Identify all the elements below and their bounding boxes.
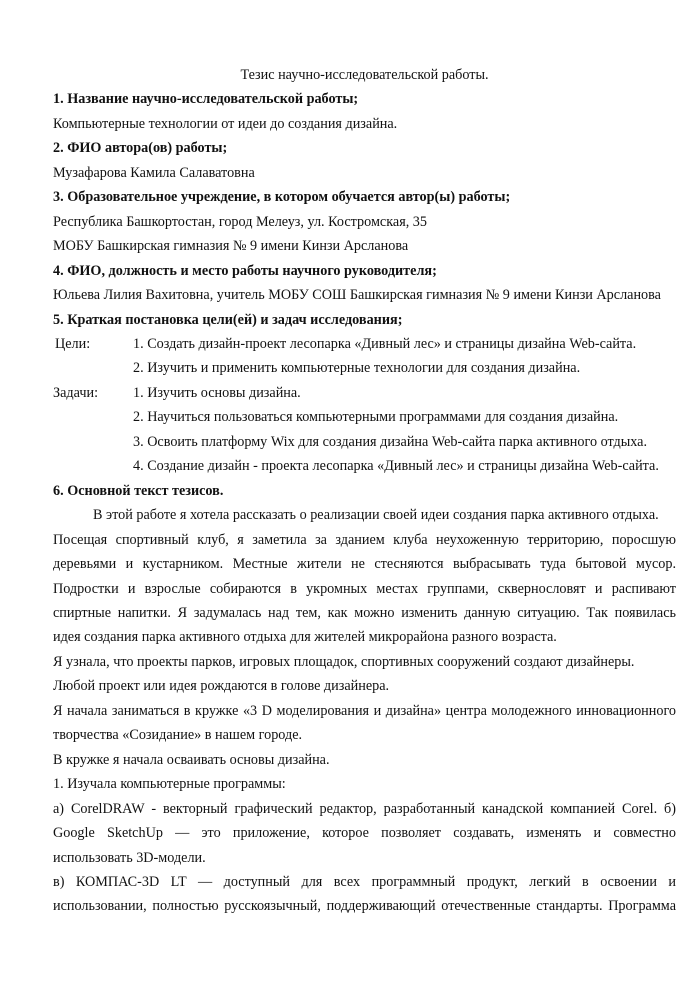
body-line: идея создания парка активного отдыха для жителей микрорайона разного возраста.: [53, 629, 557, 646]
body-line: В этой работе я хотела рассказать о реализации своей идеи создания парка активного отдыха.: [93, 507, 659, 524]
goal-item: [53, 332, 676, 356]
task-text: 2. Научиться пользоваться компьютерными программами для создания дизайна.: [133, 409, 619, 426]
goal-text: 2. Изучить и применить компьютерные технологии для создания дизайна.: [133, 360, 581, 377]
goal-text: 1. Создать дизайн-проект лесопарка «Дивный лес» и страницы дизайна Web-сайта.: [133, 335, 637, 352]
body-line: деревьями и кустарником. Местные жители не стесняются выбрасывать туда бытовой мусор.: [53, 556, 676, 573]
body-line: спиртные напитки. Я задумалась над тем, как можно изменить данную ситуацию. Так появилась: [53, 604, 676, 621]
document-title: Тезис научно-исследовательской работы.: [240, 67, 489, 83]
body-line: а) CorelDRAW - векторный графический редактор, разработанный канадской компанией Corel. б): [53, 800, 676, 817]
body-line: В кружке я начала осваивать основы дизайна.: [53, 751, 330, 768]
task-text: 1. Изучить основы дизайна.: [133, 384, 301, 401]
supervisor: Юльева Лилия Вахитовна, учитель МОБУ СОШ Башкирская гимназия № 9 имени Кинзи Арсланова: [53, 287, 661, 304]
body-line: Я узнала, что проекты парков, игровых площадок, спортивных сооружений создают дизайнеры.: [53, 653, 635, 670]
document-page: [53, 63, 676, 919]
body-line: Посещая спортивный клуб, я заметила за зданием клуба неухоженную территорию, поросшую: [53, 531, 676, 548]
section-3-heading: 3. Образовательное учреждение, в котором обучается автор(ы) работы;: [53, 189, 511, 206]
task-item: [53, 405, 676, 429]
goal-item: [53, 356, 676, 380]
body-line: использовать 3D-модели.: [53, 849, 206, 866]
section-4-heading: 4. ФИО, должность и место работы научного руководителя;: [53, 262, 437, 279]
body-line: использовании, полностью русскоязычный, поддерживающий отечественные стандарты. Программа: [53, 898, 676, 915]
tasks-label: Задачи:: [53, 384, 99, 401]
body-line: Google SketchUp — это приложение, которое позволяет создавать, изменять и совместно: [53, 825, 676, 842]
task-item: [53, 430, 676, 454]
section-1-heading: 1. Название научно-исследовательской работы;: [53, 91, 359, 108]
body-line: в) КОМПАС-3D LT — доступный для всех программный продукт, легкий в освоении и: [53, 873, 676, 890]
body-line: Любой проект или идея рождаются в голове дизайнера.: [53, 678, 390, 695]
school-address: Республика Башкортостан, город Мелеуз, ул. Костромская, 35: [53, 213, 427, 230]
task-text: 4. Создание дизайн - проекта лесопарка «Дивный лес» и страницы дизайна Web-сайта.: [133, 458, 659, 475]
section-2-heading: 2. ФИО автора(ов) работы;: [53, 140, 228, 157]
work-title: Компьютерные технологии от идеи до создания дизайна.: [53, 115, 398, 132]
body-line: творчества «Созидание» в нашем городе.: [53, 727, 303, 744]
task-item: [53, 454, 676, 478]
author-name: Музафарова Камила Салаватовна: [53, 164, 255, 181]
goals-label: Цели:: [55, 335, 91, 352]
body-line: Подростки и взрослые собираются в укромных местах группами, сквернословят и распивают: [53, 580, 676, 597]
section-5-heading: 5. Краткая постановка цели(ей) и задач исследования;: [53, 311, 403, 328]
school-name: МОБУ Башкирская гимназия № 9 имени Кинзи Арсланова: [53, 238, 409, 255]
section-6-heading: 6. Основной текст тезисов.: [53, 482, 224, 499]
body-line: 1. Изучала компьютерные программы:: [53, 776, 286, 793]
task-item: [53, 381, 676, 405]
task-text: 3. Освоить платформу Wix для создания дизайна Web-сайта парка активного отдыха.: [133, 433, 648, 450]
body-line: Я начала заниматься в кружке «3 D моделирования и дизайна» центра молодежного инновационного: [53, 702, 676, 719]
